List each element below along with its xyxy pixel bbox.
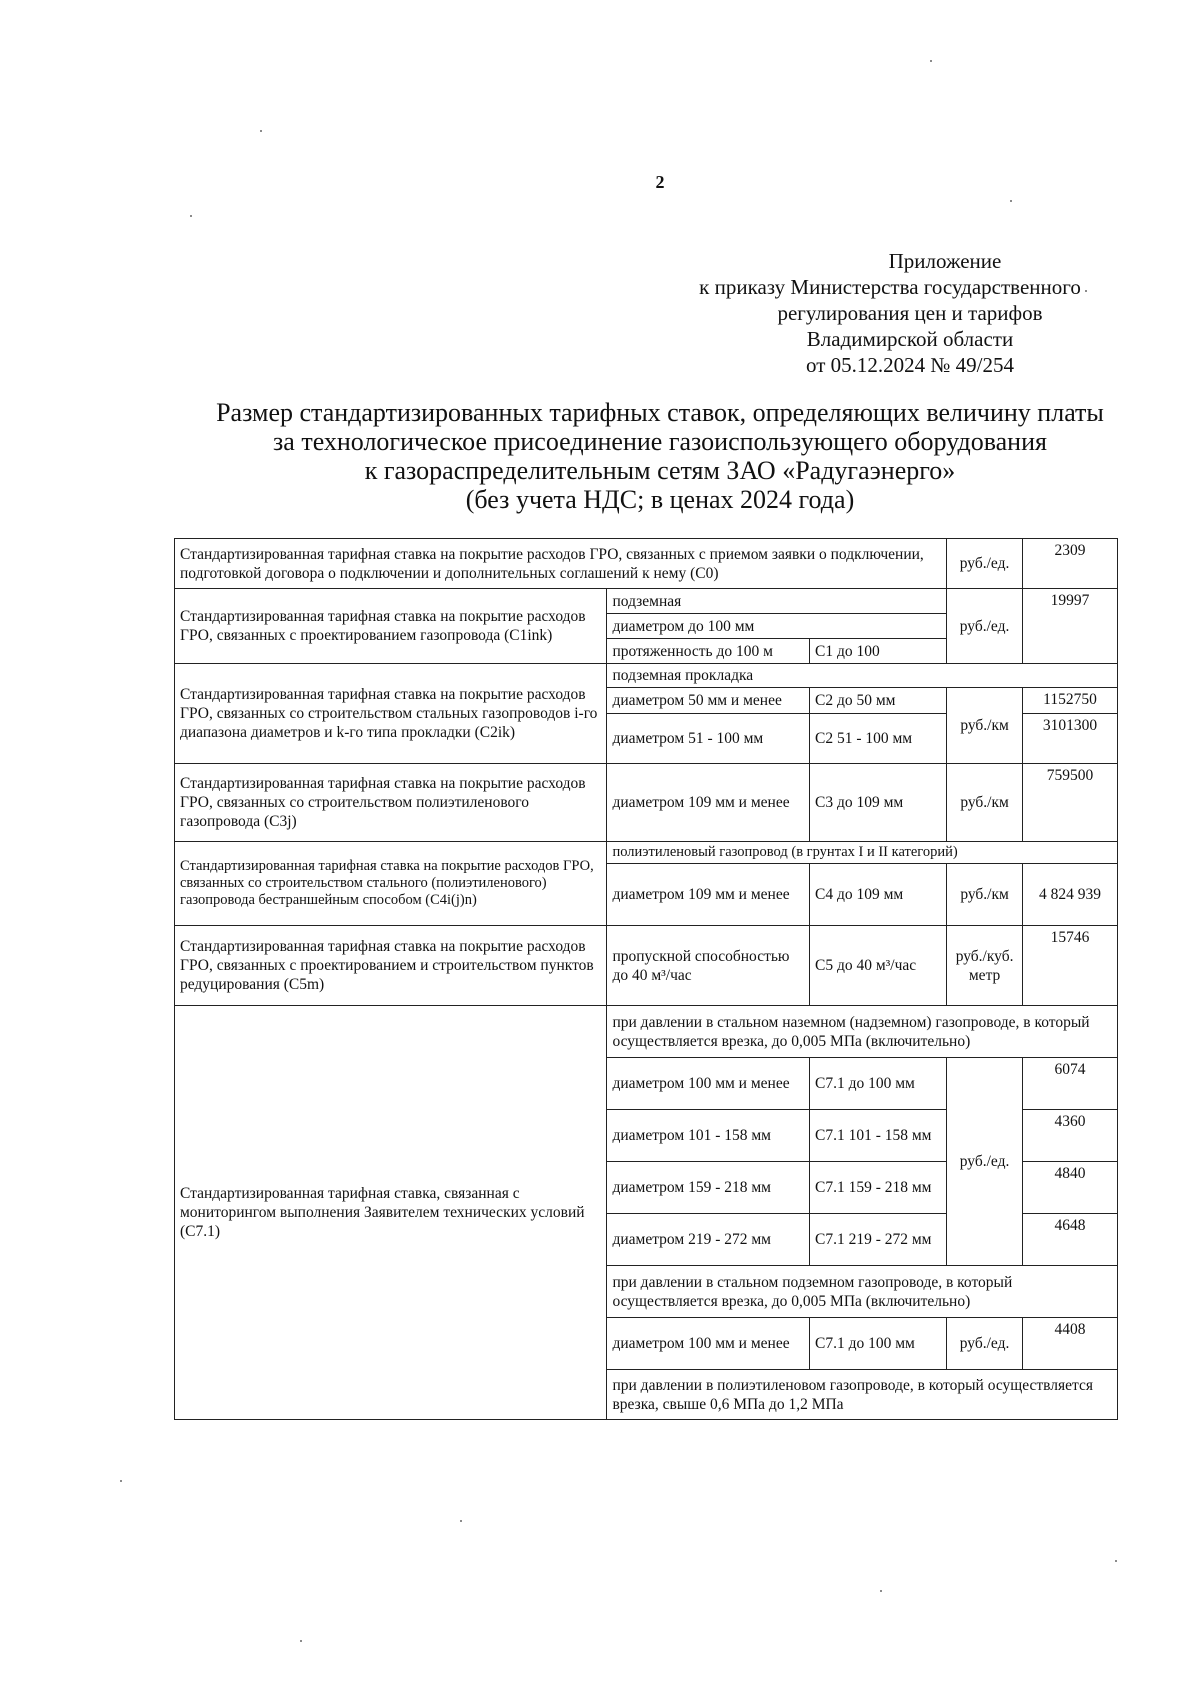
code-cell: С5 до 40 м³/час	[809, 926, 946, 1006]
table-row	[175, 926, 1118, 1006]
rate-description-c71: Стандартизированная тарифная ставка, связанная с мониторингом выполнения Заявителем технических условий (С7.1)	[175, 1006, 607, 1420]
condition-header: при давлении в стальном наземном (надземном) газопроводе, в который осуществляется врезка, до 0,005 МПа (включительно)	[607, 1006, 1118, 1058]
table-row	[175, 589, 1118, 614]
scan-speck	[300, 1640, 302, 1642]
value-cell: 4648	[1023, 1214, 1118, 1266]
rate-description-c0: Стандартизированная тарифная ставка на покрытие расходов ГРО, связанных с приемом заявки о подключении, подготовкой договора о подключении и дополнительных соглашений к нему (С0)	[175, 539, 947, 589]
diameter-cell: диаметром до 100 мм	[607, 614, 947, 639]
code-cell: С1 до 100	[809, 639, 946, 664]
table-row	[175, 664, 1118, 688]
title-line: (без учета НДС; в ценах 2024 года)	[465, 485, 855, 514]
condition-header: при давлении в полиэтиленовом газопроводе, в который осуществляется врезка, свыше 0,6 МПа до 1,2 МПа	[607, 1370, 1118, 1420]
diameter-cell: диаметром 100 мм и менее	[607, 1058, 810, 1110]
unit-cell: руб./куб. метр	[947, 926, 1023, 1006]
unit-cell: руб./ед.	[947, 1058, 1023, 1266]
tariff-table	[174, 538, 1118, 1420]
value-cell: 4 824 939	[1023, 864, 1118, 926]
scan-speck	[460, 1520, 462, 1522]
scan-speck	[260, 130, 262, 132]
value-cell: 19997	[1023, 589, 1118, 664]
value-cell: 4360	[1023, 1110, 1118, 1162]
rate-description-c2: Стандартизированная тарифная ставка на покрытие расходов ГРО, связанных со строительством стальных газопроводов i-го диапазона диаметров и k-го типа прокладки (С2ik)	[175, 664, 607, 764]
rate-description-c4: Стандартизированная тарифная ставка на покрытие расходов ГРО, связанных со строительством стального (полиэтиленового) газопровода бестраншейным способом (С4i(j)n)	[175, 842, 607, 926]
unit-cell: руб./ед.	[947, 1318, 1023, 1370]
diameter-cell: диаметром 51 - 100 мм	[607, 714, 810, 764]
scan-speck	[190, 215, 192, 217]
value-cell: 4408	[1023, 1318, 1118, 1370]
scan-speck	[1085, 290, 1087, 292]
diameter-cell: диаметром 219 - 272 мм	[607, 1214, 810, 1266]
unit-cell: руб./км	[947, 688, 1023, 764]
title-line: Размер стандартизированных тарифных ставок, определяющих величину платы	[216, 398, 1104, 427]
page-number: 2	[655, 172, 665, 192]
diameter-cell: диаметром 159 - 218 мм	[607, 1162, 810, 1214]
code-cell: С7.1 до 100 мм	[809, 1318, 946, 1370]
diameter-cell: диаметром 109 мм и менее	[607, 764, 810, 842]
unit-cell: руб./км	[947, 864, 1023, 926]
unit-cell: руб./ед.	[947, 589, 1023, 664]
appendix-line: от 05.12.2024 № 49/254	[805, 353, 1015, 377]
scan-speck	[1115, 1560, 1117, 1562]
laying-cell: подземная	[607, 589, 947, 614]
code-cell: С7.1 219 - 272 мм	[809, 1214, 946, 1266]
code-cell: С4 до 109 мм	[809, 864, 946, 926]
diameter-cell: диаметром 50 мм и менее	[607, 688, 810, 714]
diameter-cell: диаметром 109 мм и менее	[607, 864, 810, 926]
appendix-line: к приказу Министерства государственного	[699, 275, 1081, 299]
appendix-block	[700, 248, 1120, 378]
laying-cell: подземная прокладка	[607, 664, 1118, 688]
unit-cell: руб./км	[947, 764, 1023, 842]
scan-speck	[880, 1590, 882, 1592]
table-row	[175, 1006, 1118, 1058]
document-title	[180, 398, 1140, 514]
laying-cell: полиэтиленовый газопровод (в грунтах I и II категорий)	[607, 842, 1118, 864]
value-cell: 759500	[1023, 764, 1118, 842]
title-line: за технологическое присоединение газоиспользующего оборудования	[273, 427, 1047, 456]
diameter-cell: диаметром 100 мм и менее	[607, 1318, 810, 1370]
code-cell: С7.1 101 - 158 мм	[809, 1110, 946, 1162]
code-cell: С7.1 до 100 мм	[809, 1058, 946, 1110]
value-cell: 2309	[1023, 539, 1118, 589]
title-line: к газораспределительным сетям ЗАО «Радугаэнерго»	[364, 456, 956, 485]
appendix-line: Приложение	[888, 249, 1002, 273]
appendix-line: регулирования цен и тарифов	[777, 301, 1043, 325]
value-cell: 4840	[1023, 1162, 1118, 1214]
code-cell: С3 до 109 мм	[809, 764, 946, 842]
table-row	[175, 842, 1118, 864]
rate-description-c5: Стандартизированная тарифная ставка на покрытие расходов ГРО, связанных с проектированием и строительством пунктов редуцирования (С5m)	[175, 926, 607, 1006]
code-cell: С2 51 - 100 мм	[809, 714, 946, 764]
condition-header: при давлении в стальном подземном газопроводе, в который осуществляется врезка, до 0,005 МПа (включительно)	[607, 1266, 1118, 1318]
rate-description-c1: Стандартизированная тарифная ставка на покрытие расходов ГРО, связанных с проектированием газопровода (С1ink)	[175, 589, 607, 664]
capacity-cell: пропускной способностью до 40 м³/час	[607, 926, 810, 1006]
appendix-line: Владимирской области	[806, 327, 1014, 351]
table-row	[175, 539, 1118, 589]
value-cell: 3101300	[1023, 714, 1118, 764]
rate-description-c3: Стандартизированная тарифная ставка на покрытие расходов ГРО, связанных со строительством полиэтиленового газопровода (С3j)	[175, 764, 607, 842]
value-cell: 6074	[1023, 1058, 1118, 1110]
diameter-cell: диаметром 101 - 158 мм	[607, 1110, 810, 1162]
value-cell: 15746	[1023, 926, 1118, 1006]
unit-cell: руб./ед.	[947, 539, 1023, 589]
code-cell: С7.1 159 - 218 мм	[809, 1162, 946, 1214]
length-cell: протяженность до 100 м	[607, 639, 810, 664]
scan-speck	[120, 1480, 122, 1482]
scan-speck	[1010, 200, 1012, 202]
table-row	[175, 764, 1118, 842]
code-cell: С2 до 50 мм	[809, 688, 946, 714]
value-cell: 1152750	[1023, 688, 1118, 714]
scan-speck	[930, 60, 932, 62]
